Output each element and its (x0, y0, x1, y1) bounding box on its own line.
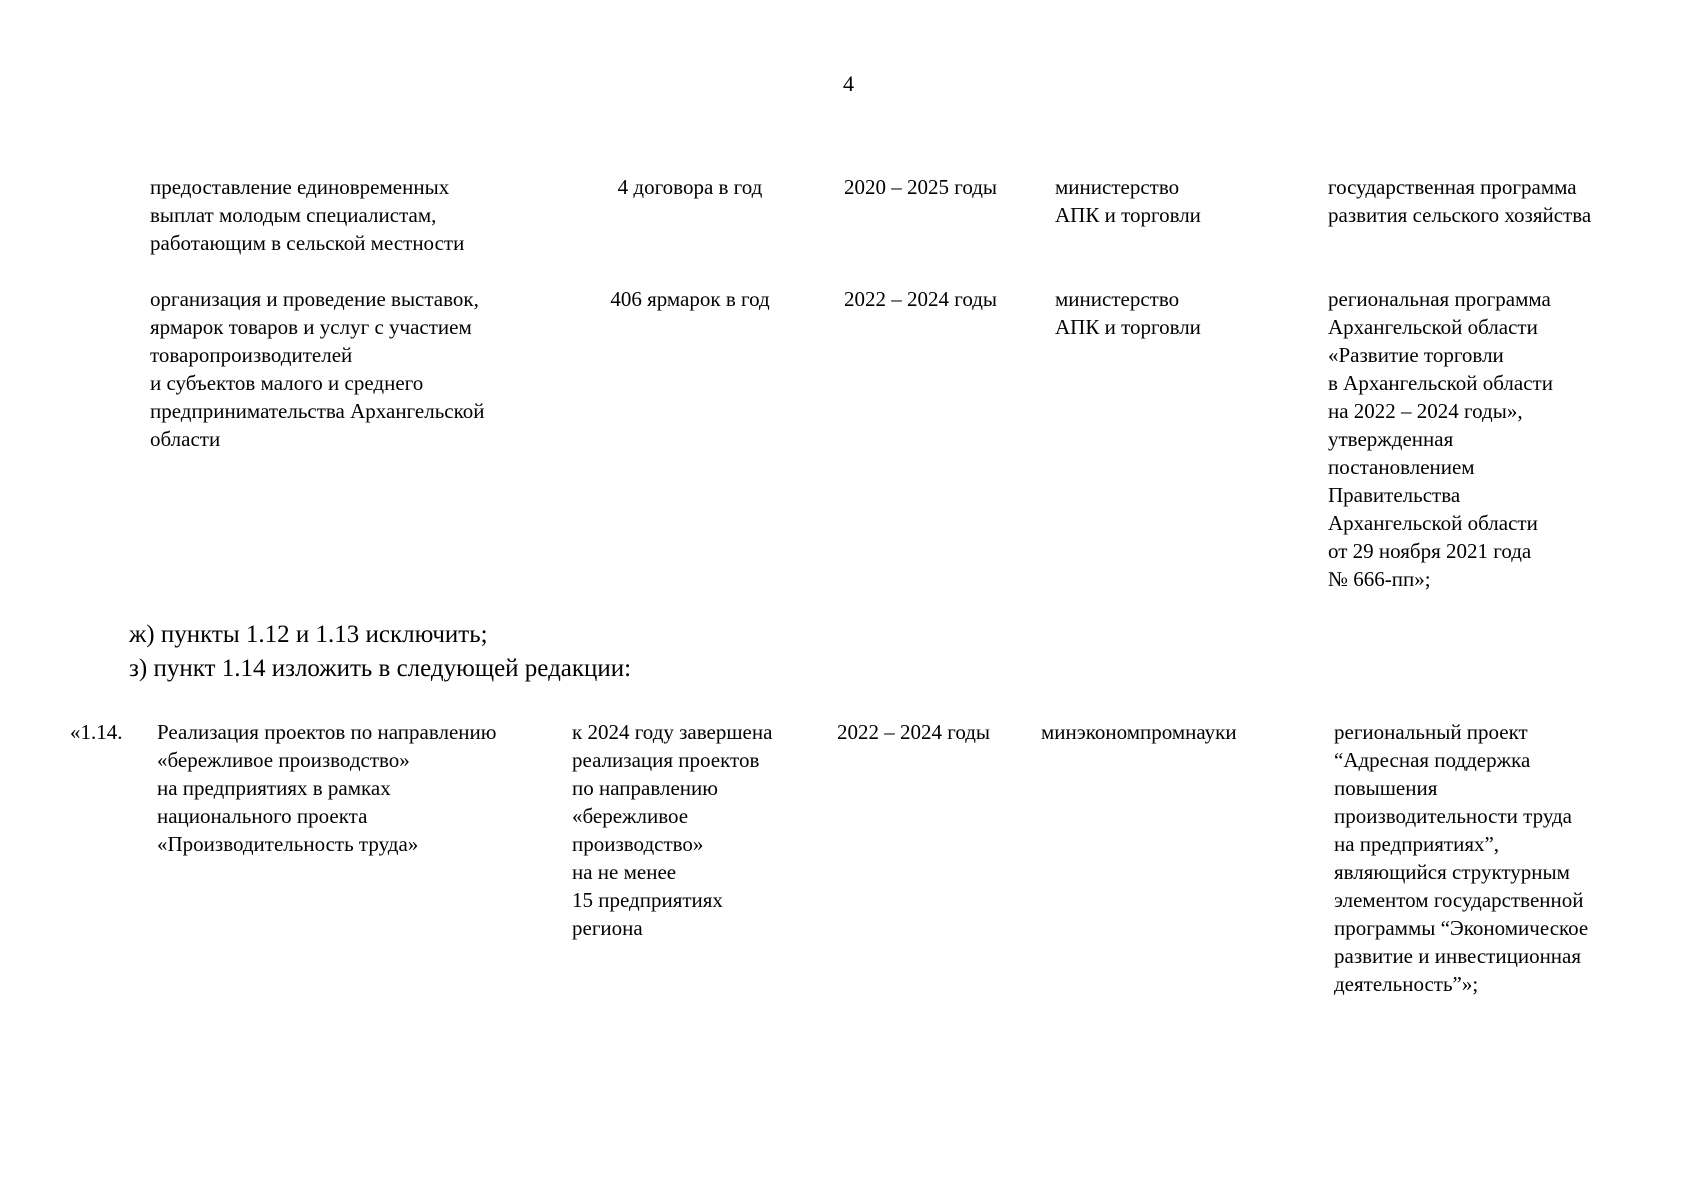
indicator-cell: 406 ярмарок в год (610, 287, 770, 311)
source-cell: региональный проект “Адресная поддержка повышения производительности труда на предприятиях”, являющийся структурным элементом государственной программы “Экономическое развитие и инвестиционная деятельность”»; (1334, 720, 1589, 996)
activity-cell: Реализация проектов по направлению «бережливое производство» на предприятиях в рамках национального проекта «Производительность труда» (157, 720, 497, 856)
indicator-cell: 4 договора в год (617, 175, 763, 199)
source-cell: государственная программа развития сельского хозяйства (1328, 175, 1592, 227)
executor-cell: министерство АПК и торговли (1055, 287, 1201, 339)
period-cell: 2022 – 2024 годы (844, 287, 998, 311)
instruction-line: з) пункт 1.14 изложить в следующей редакции: (129, 655, 632, 682)
period-cell: 2022 – 2024 годы (837, 720, 991, 744)
activity-cell: предоставление единовременных выплат молодым специалистам, работающим в сельской местности (150, 175, 465, 255)
item-number-cell: «1.14. (70, 720, 123, 744)
period-cell: 2020 – 2025 годы (844, 175, 998, 199)
executor-cell: министерство АПК и торговли (1055, 175, 1201, 227)
instruction-line: ж) пункты 1.12 и 1.13 исключить; (129, 621, 488, 648)
indicator-cell: к 2024 году завершена реализация проектов по направлению «бережливое производство» на не менее 15 предприятиях региона (572, 720, 773, 940)
source-cell: региональная программа Архангельской области «Развитие торговли в Архангельской области на 2022 – 2024 годы», утвержденная постановлением Правительства Архангельской области от 29 ноября 2021 года № 666-пп»; (1328, 287, 1553, 591)
executor-cell: минэкономпромнауки (1041, 720, 1237, 744)
activity-cell: организация и проведение выставок, ярмарок товаров и услуг с участием товаропроизводителей и субъектов малого и среднего предпринимательства Архангельской области (150, 287, 485, 451)
page-number: 4 (843, 71, 854, 96)
